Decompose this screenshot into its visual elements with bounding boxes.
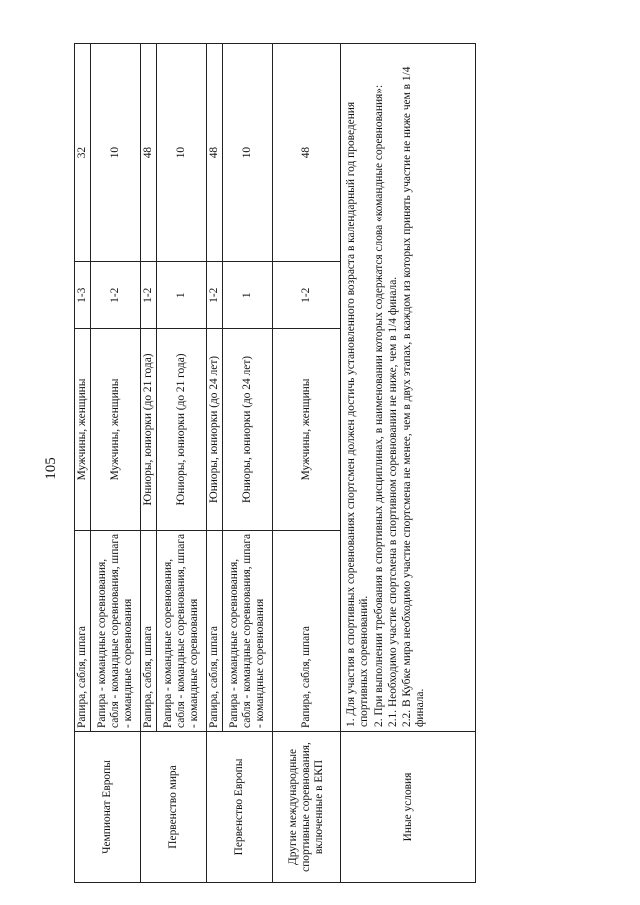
- places-cell: 1: [223, 262, 273, 329]
- page-number: 105: [42, 457, 59, 480]
- competition-cell: Первенство Европы: [207, 731, 273, 882]
- other-conditions-label: Иные условия: [341, 731, 476, 882]
- count-cell: 48: [273, 44, 341, 262]
- age-group-cell: Мужчины, женщины: [273, 329, 341, 530]
- age-group-cell: Мужчины, женщины: [75, 329, 91, 530]
- places-cell: 1-2: [273, 262, 341, 329]
- age-group-cell: Юниоры, юниорки (до 24 лет): [207, 329, 223, 530]
- count-cell: 10: [157, 44, 207, 262]
- requirements-table: [74, 43, 476, 883]
- disciplines-cell: Рапира, сабля, шпага: [273, 530, 341, 731]
- other-conditions-notes: [341, 44, 476, 732]
- places-cell: 1: [157, 262, 207, 329]
- disciplines-cell: Рапира, сабля, шпага: [207, 530, 223, 731]
- table-row: [75, 44, 91, 883]
- age-group-cell: Юниоры, юниорки (до 24 лет): [223, 329, 273, 530]
- places-cell: 1-3: [75, 262, 91, 329]
- places-cell: 1-2: [91, 262, 141, 329]
- note: 2.2. В Кубке мира необходимо участие спортсмена не менее, чем в двух этапах, в каждом из которых принять участие не ниже чем в 1/4 финала.: [400, 66, 426, 727]
- disciplines-cell: Рапира - командные соревнования, сабля - командные соревнования, шпага - командные соревнования: [91, 530, 141, 731]
- competition-cell: Другие международные спортивные соревнования, включенные в ЕКП: [273, 731, 341, 882]
- places-cell: 1-2: [141, 262, 157, 329]
- table-row: [273, 44, 341, 883]
- count-cell: 48: [141, 44, 157, 262]
- age-group-cell: Мужчины, женщины: [91, 329, 141, 530]
- note: 2. При выполнении требования в спортивных дисциплинах, в наименовании которых содержатся слова «командные соревнования»:: [372, 84, 385, 727]
- competition-cell: Первенство мира: [141, 731, 207, 882]
- disciplines-cell: Рапира, сабля, шпага: [141, 530, 157, 731]
- count-cell: 48: [207, 44, 223, 262]
- table-row: [341, 44, 476, 883]
- places-cell: 1-2: [207, 262, 223, 329]
- disciplines-cell: Рапира - командные соревнования, сабля - командные соревнования, шпага - командные соревнования: [157, 530, 207, 731]
- disciplines-cell: Рапира - командные соревнования, сабля - командные соревнования, шпага - командные соревнования: [223, 530, 273, 731]
- disciplines-cell: Рапира, сабля, шпага: [75, 530, 91, 731]
- note: 2.1. Необходимо участие спортсмена в спортивном соревновании не ниже, чем в 1/4 финала.: [386, 276, 399, 727]
- age-group-cell: Юниоры, юниорки (до 21 года): [157, 329, 207, 530]
- landscape-sheet: [74, 43, 476, 883]
- age-group-cell: Юниоры, юниорки (до 21 года): [141, 329, 157, 530]
- count-cell: 10: [91, 44, 141, 262]
- table-row: [141, 44, 157, 883]
- note: 1. Для участия в спортивных соревнованиях спортсмен должен достичь установленного возраста в календарный год проведения спортивных соревнований.: [345, 101, 371, 727]
- table-row: [207, 44, 223, 883]
- count-cell: 32: [75, 44, 91, 262]
- competition-cell: Чемпионат Европы: [75, 731, 141, 882]
- count-cell: 10: [223, 44, 273, 262]
